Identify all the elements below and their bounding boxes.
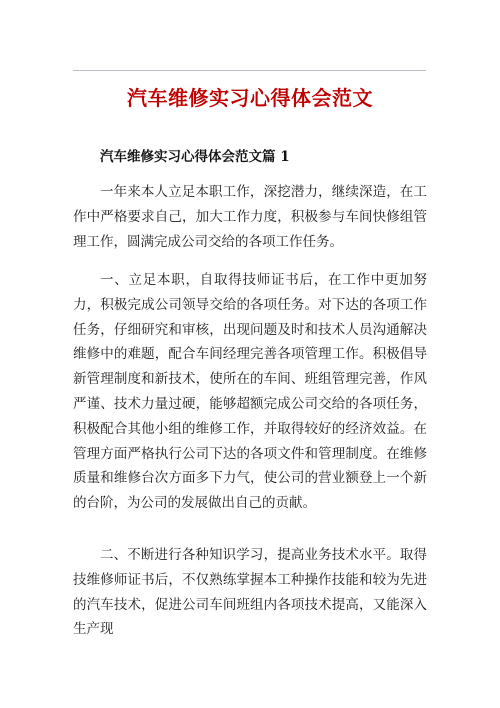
paragraph-section-two: 二、不断进行各种知识学习，提高业务技术水平。取得技维修师证书后，不仅熟练掌握本工种操作技能和较为先进的汽车技术，促进公司车间班组内各项技术提高，又能深入生产现 (73, 547, 427, 638)
section-heading: 汽车维修实习心得体会范文篇 1 (100, 149, 290, 165)
header-divider (73, 70, 426, 71)
document-title: 汽车维修实习心得体会范文 (127, 86, 373, 110)
paragraph-section-one: 一、立足本职，自取得技师证书后，在工作中更加努力，积极完成公司领导交给的各项任务。对下达的各项工作任务，仔细研究和审核，出现问题及时和技术人员沟通解决维修中的难题，配合车间经理完善各项管理工作。积极倡导新管理制度和新技术，使所在的车间、班组管理完善，作风严谨、技术力量过硬，能够超额完成公司交给的各项任务，积极配合其他小组的维修工作，并取得较好的经济效益。在管理方面严格执行公司下达的各项文件和管理制度。在维修质量和维修台次方面多下力气，使公司的营业额登上一个新的台阶，为公司的发展做出自己的贡献。 (73, 272, 427, 512)
paragraph-intro: 一年来本人立足本职工作，深挖潜力，继续深造，在工作中严格要求自己，加大工作力度，积极参与车间快修组管理工作，圆满完成公司交给的各项工作任务。 (73, 184, 427, 250)
